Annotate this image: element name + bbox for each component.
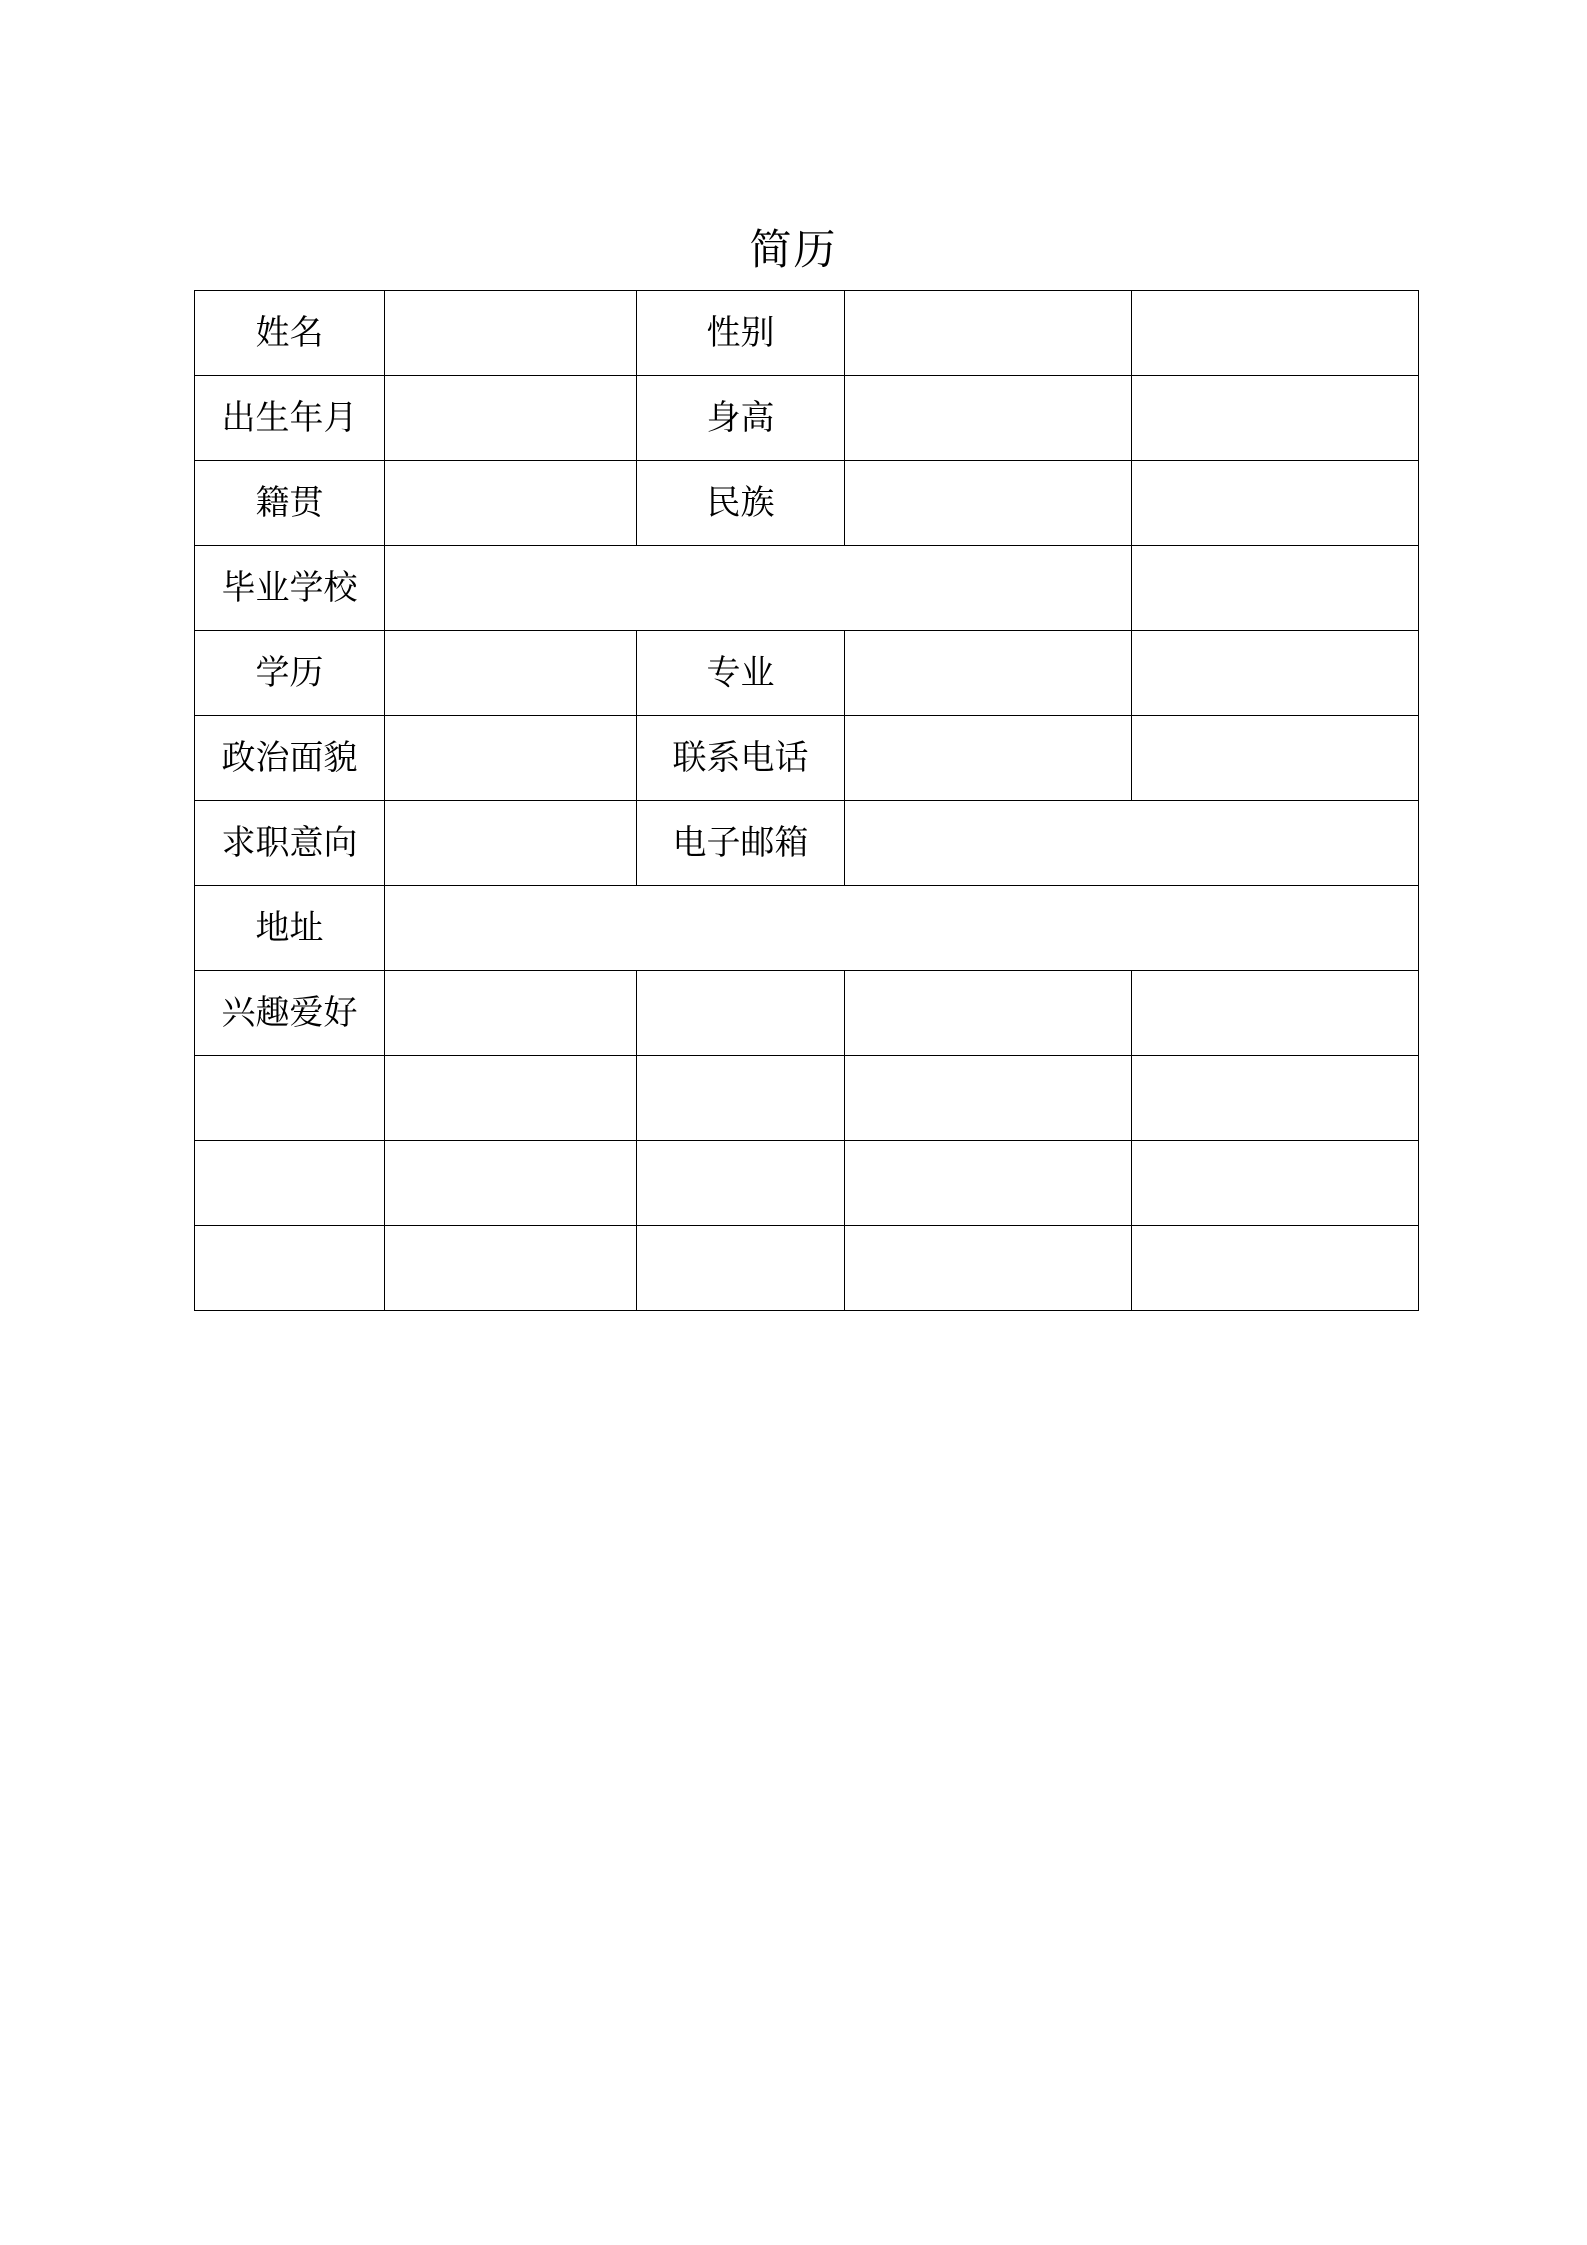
field-label: 民族 bbox=[637, 461, 845, 546]
table-row bbox=[195, 1226, 1419, 1311]
field-value[interactable] bbox=[845, 1226, 1132, 1311]
field-value[interactable] bbox=[1132, 1226, 1419, 1311]
field-value[interactable] bbox=[195, 1141, 385, 1226]
table-row bbox=[195, 801, 1419, 886]
field-label: 电子邮箱 bbox=[637, 801, 845, 886]
field-label: 身高 bbox=[637, 376, 845, 461]
photo-cell[interactable] bbox=[1132, 546, 1419, 631]
field-value[interactable] bbox=[845, 801, 1419, 886]
field-value[interactable] bbox=[845, 631, 1132, 716]
table-row bbox=[195, 376, 1419, 461]
field-value[interactable] bbox=[385, 461, 637, 546]
field-value[interactable] bbox=[845, 971, 1132, 1056]
field-value[interactable] bbox=[385, 291, 637, 376]
table-row bbox=[195, 971, 1419, 1056]
field-value[interactable] bbox=[845, 1141, 1132, 1226]
photo-cell[interactable] bbox=[1132, 291, 1419, 376]
field-value[interactable] bbox=[845, 291, 1132, 376]
field-label: 地址 bbox=[195, 886, 385, 971]
field-label: 兴趣爱好 bbox=[195, 971, 385, 1056]
field-value[interactable] bbox=[845, 1056, 1132, 1141]
resume-table bbox=[194, 290, 1419, 1311]
field-value[interactable] bbox=[1132, 1056, 1419, 1141]
field-value[interactable] bbox=[637, 1141, 845, 1226]
table-row bbox=[195, 631, 1419, 716]
field-value[interactable] bbox=[637, 971, 845, 1056]
table-row bbox=[195, 716, 1419, 801]
field-value[interactable] bbox=[845, 716, 1132, 801]
field-label: 联系电话 bbox=[637, 716, 845, 801]
field-label: 专业 bbox=[637, 631, 845, 716]
field-label: 政治面貌 bbox=[195, 716, 385, 801]
field-label: 籍贯 bbox=[195, 461, 385, 546]
field-label: 出生年月 bbox=[195, 376, 385, 461]
field-value[interactable] bbox=[637, 1056, 845, 1141]
table-row bbox=[195, 461, 1419, 546]
field-label: 性别 bbox=[637, 291, 845, 376]
field-value[interactable] bbox=[195, 1056, 385, 1141]
field-value[interactable] bbox=[1132, 1141, 1419, 1226]
field-value[interactable] bbox=[637, 1226, 845, 1311]
field-label: 毕业学校 bbox=[195, 546, 385, 631]
table-row bbox=[195, 291, 1419, 376]
field-value[interactable] bbox=[385, 971, 637, 1056]
photo-cell[interactable] bbox=[1132, 631, 1419, 716]
field-value[interactable] bbox=[385, 886, 1419, 971]
photo-cell[interactable] bbox=[1132, 716, 1419, 801]
page-title: 简历 bbox=[749, 225, 838, 274]
field-value[interactable] bbox=[845, 461, 1132, 546]
table-row bbox=[195, 1056, 1419, 1141]
photo-cell[interactable] bbox=[1132, 461, 1419, 546]
table-row bbox=[195, 546, 1419, 631]
field-value[interactable] bbox=[385, 546, 1132, 631]
field-label: 学历 bbox=[195, 631, 385, 716]
field-value[interactable] bbox=[385, 631, 637, 716]
field-value[interactable] bbox=[385, 1141, 637, 1226]
field-value[interactable] bbox=[1132, 971, 1419, 1056]
field-value[interactable] bbox=[385, 1226, 637, 1311]
table-row bbox=[195, 886, 1419, 971]
field-label: 姓名 bbox=[195, 291, 385, 376]
photo-cell[interactable] bbox=[1132, 376, 1419, 461]
field-value[interactable] bbox=[385, 376, 637, 461]
field-value[interactable] bbox=[385, 1056, 637, 1141]
field-value[interactable] bbox=[845, 376, 1132, 461]
table-row bbox=[195, 1141, 1419, 1226]
field-value[interactable] bbox=[195, 1226, 385, 1311]
field-value[interactable] bbox=[385, 801, 637, 886]
field-label: 求职意向 bbox=[195, 801, 385, 886]
field-value[interactable] bbox=[385, 716, 637, 801]
